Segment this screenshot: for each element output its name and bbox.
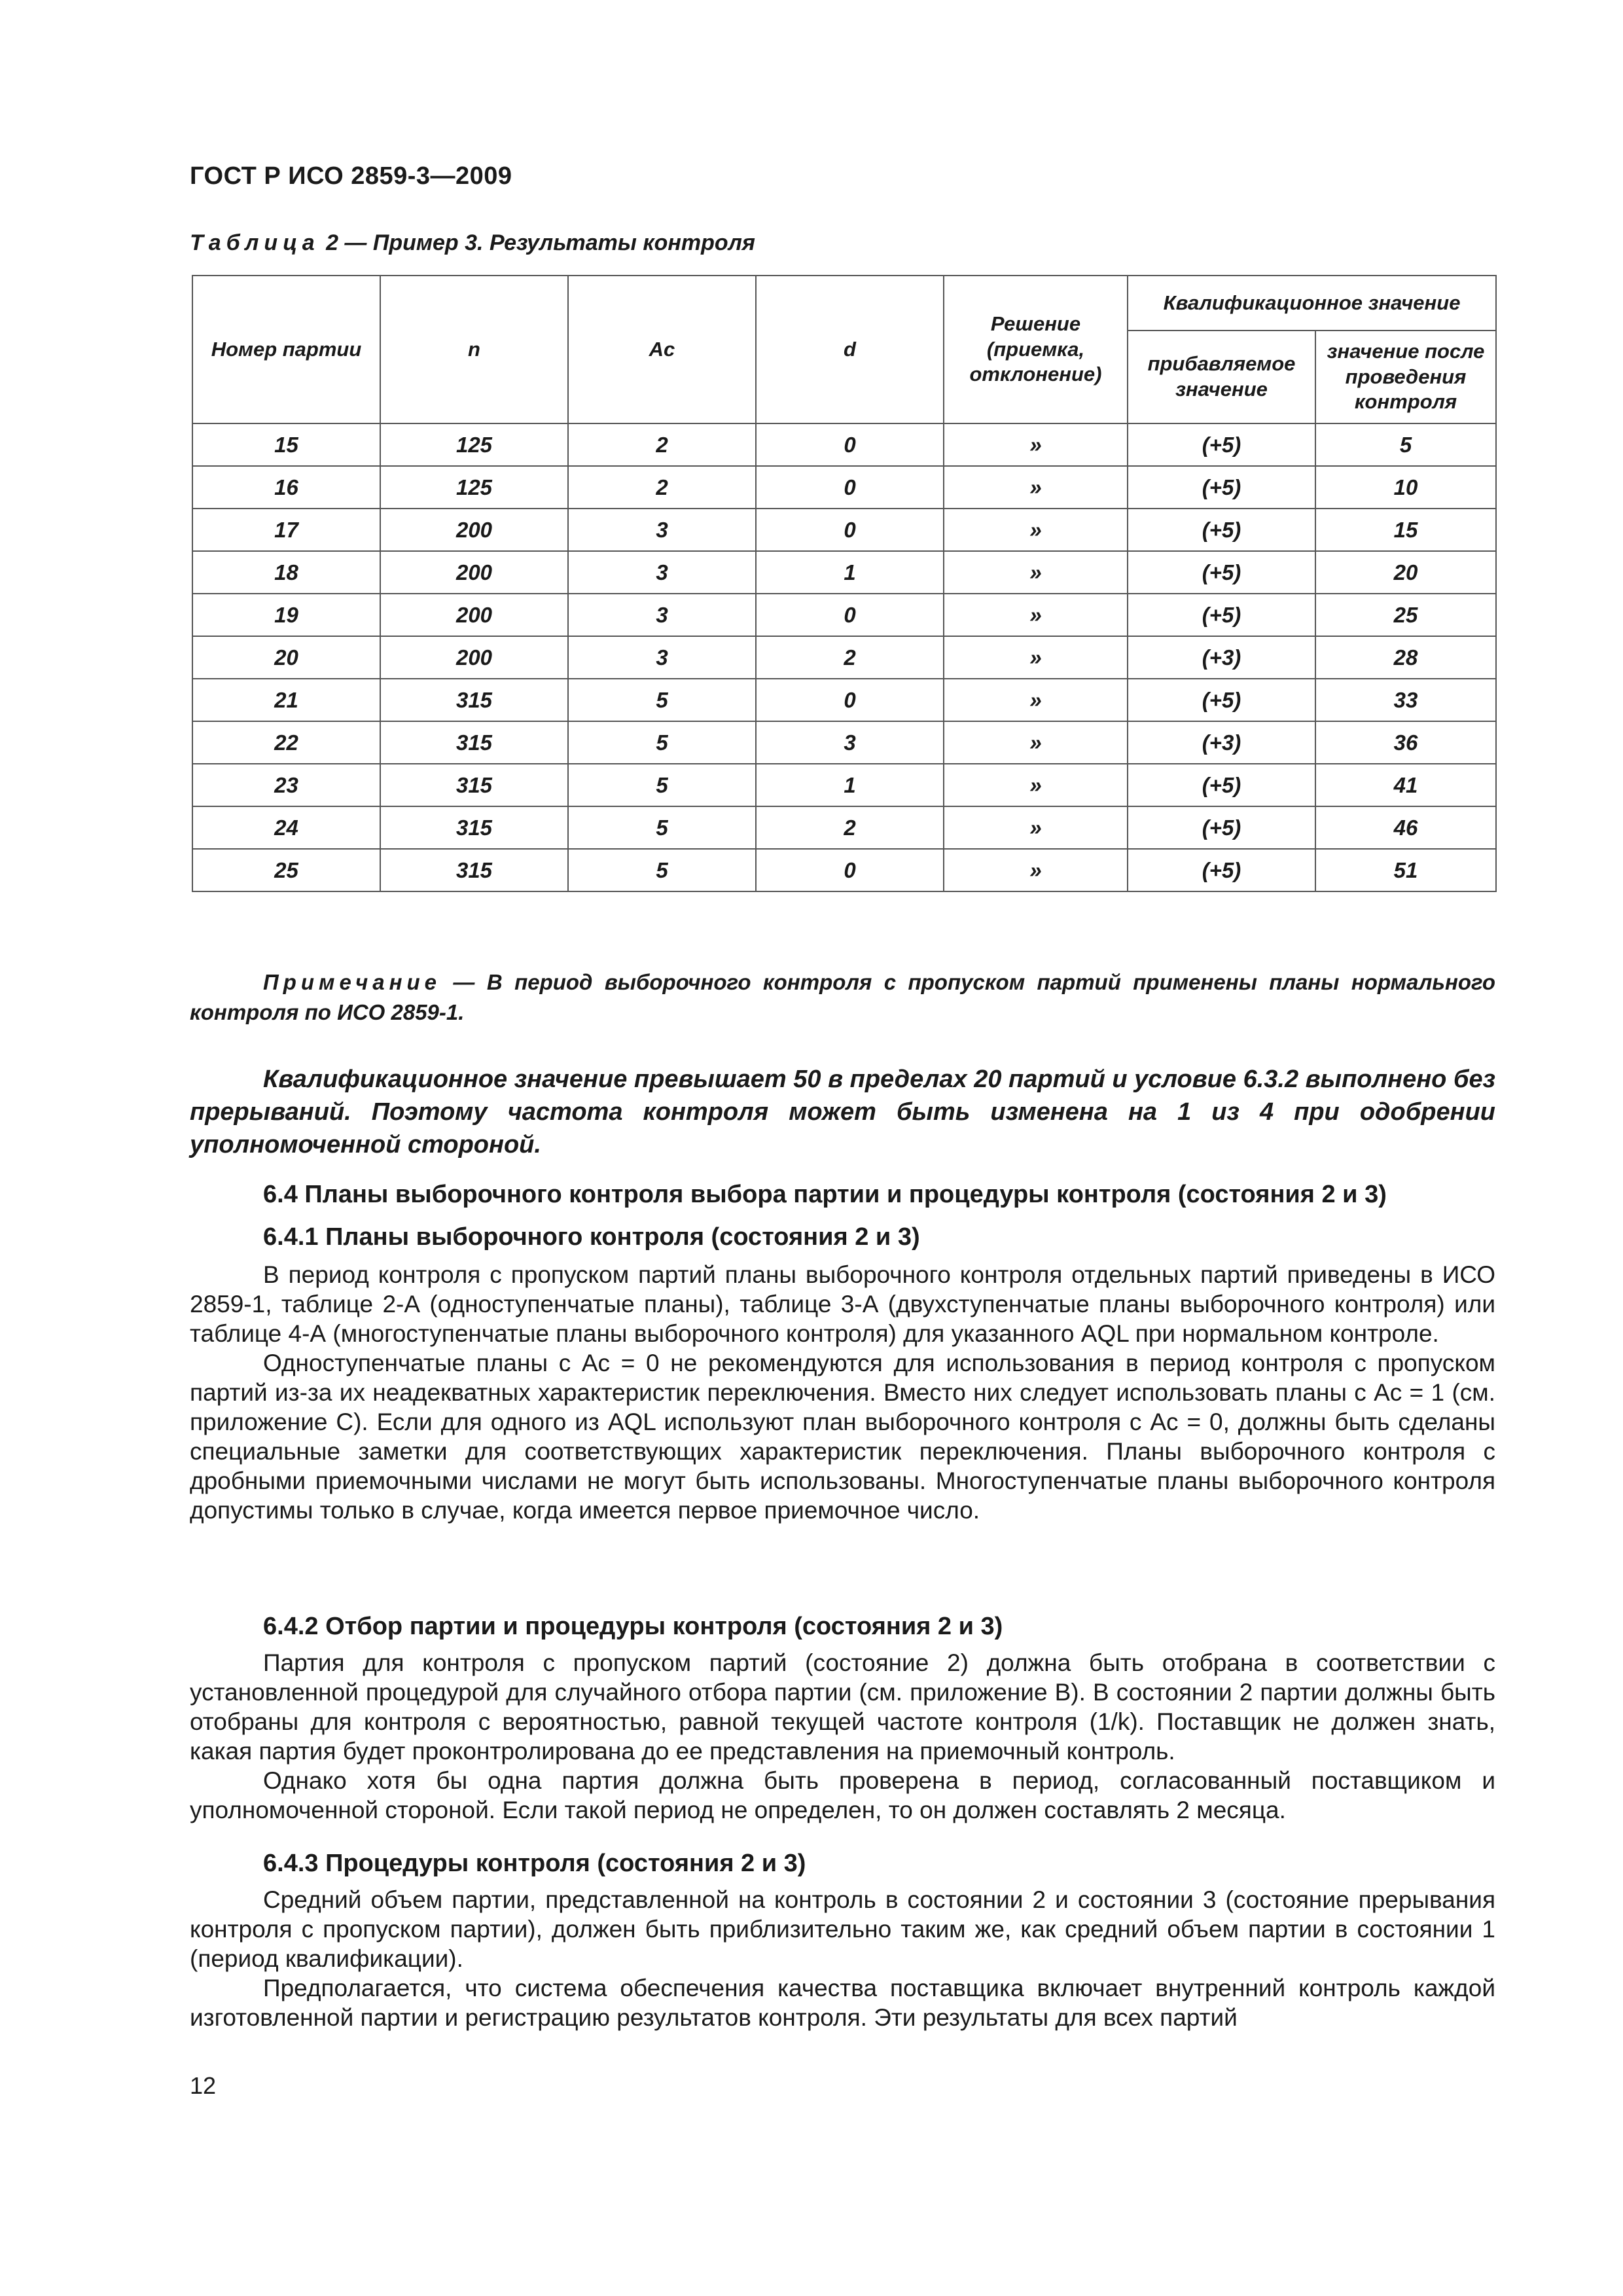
cell-d: 0 [756,466,944,509]
cell-d: 3 [756,721,944,764]
cell-decision: » [944,721,1128,764]
col-header-decision: Решение (приемка, отклонение) [944,276,1128,423]
cell-ac: 5 [568,806,756,849]
note-text: — В период выборочного контроля с пропуском партий применены планы нормального контроля по ИСО 2859-1. [190,970,1495,1024]
cell-decision: » [944,466,1128,509]
cell-n: 315 [380,849,568,891]
cell-decision: » [944,636,1128,679]
cell-n: 125 [380,423,568,466]
cell-added-value: (+5) [1128,806,1315,849]
cell-decision: » [944,679,1128,721]
cell-value-after: 28 [1315,636,1496,679]
cell-n: 315 [380,679,568,721]
table-row [192,551,1496,594]
cell-ac: 2 [568,466,756,509]
section-6-4-2 [190,1610,1495,1825]
cell-d: 1 [756,764,944,806]
cell-ac: 3 [568,594,756,636]
cell-d: 0 [756,423,944,466]
col-header-qualification-group: Квалификационное значение [1128,276,1496,331]
table-row [192,806,1496,849]
paragraph-6-4-1-2: Одноступенчатые планы с Ac = 0 не рекомендуются для использования в период контроля с пропуском партий из-за их неадекватных характеристик переключения. Вместо них следует использовать планы с Ac = 1 (см. приложение С). Если для одного из AQL используют план выборочного контроля с Ac = 0, должны быть сделаны специальные заметки для соответствующих характеристик переключения. Планы выборочного контроля с дробными приемочными числами не могут быть использованы. Многоступенчатые планы выборочного контроля допустимы только в случае, когда имеется первое приемочное число. [190,1350,1495,1524]
cell-lot-number: 16 [192,466,380,509]
cell-lot-number: 22 [192,721,380,764]
cell-d: 1 [756,551,944,594]
col-header-added-value: прибавляемое значение [1128,331,1315,423]
table-body [192,423,1496,891]
cell-decision: » [944,594,1128,636]
note-label: Примечание [263,970,442,994]
cell-added-value: (+5) [1128,849,1315,891]
table-row [192,721,1496,764]
section-heading-6-4-1: 6.4.1 Планы выборочного контроля (состояния 2 и 3) [263,1223,920,1251]
col-header-n: n [380,276,568,423]
section-6-4-1 [190,1221,1495,1525]
table-row [192,594,1496,636]
cell-added-value: (+5) [1128,551,1315,594]
cell-added-value: (+5) [1128,594,1315,636]
cell-added-value: (+5) [1128,509,1315,551]
cell-ac: 5 [568,764,756,806]
table-row [192,679,1496,721]
cell-lot-number: 25 [192,849,380,891]
cell-n: 200 [380,636,568,679]
table-row [192,423,1496,466]
table-caption-label: Таблица [190,230,320,255]
cell-ac: 5 [568,721,756,764]
cell-value-after: 46 [1315,806,1496,849]
cell-d: 0 [756,594,944,636]
table-row [192,466,1496,509]
cell-lot-number: 17 [192,509,380,551]
cell-value-after: 33 [1315,679,1496,721]
cell-n: 315 [380,806,568,849]
cell-added-value: (+5) [1128,466,1315,509]
table-note [190,967,1495,1028]
cell-decision: » [944,849,1128,891]
cell-n: 200 [380,551,568,594]
cell-value-after: 20 [1315,551,1496,594]
cell-added-value: (+5) [1128,679,1315,721]
table-row [192,636,1496,679]
cell-decision: » [944,509,1128,551]
cell-lot-number: 18 [192,551,380,594]
cell-d: 2 [756,806,944,849]
cell-d: 2 [756,636,944,679]
cell-lot-number: 15 [192,423,380,466]
cell-value-after: 10 [1315,466,1496,509]
col-header-lot-number: Номер партии [192,276,380,423]
cell-added-value: (+5) [1128,423,1315,466]
cell-added-value: (+3) [1128,721,1315,764]
cell-value-after: 25 [1315,594,1496,636]
cell-value-after: 5 [1315,423,1496,466]
paragraph-6-4-3-2: Предполагается, что система обеспечения качества поставщика включает внутренний контроль каждой изготовленной партии и регистрацию результатов контроля. Эти результаты для всех партий [190,1975,1495,2031]
cell-ac: 5 [568,849,756,891]
col-header-ac: Ac [568,276,756,423]
cell-ac: 2 [568,423,756,466]
cell-decision: » [944,423,1128,466]
cell-lot-number: 20 [192,636,380,679]
cell-lot-number: 19 [192,594,380,636]
results-table [192,275,1497,892]
document-header: ГОСТ Р ИСО 2859-3—2009 [190,162,512,190]
paragraph-6-4-3-1: Средний объем партии, представленной на контроль в состоянии 2 и состоянии 3 (состояние прерывания контроля с пропуском партии), должен быть приблизительно таким же, как средний объем партии в состоянии 1 (период квалификации). [190,1886,1495,1972]
cell-lot-number: 23 [192,764,380,806]
table-row [192,849,1496,891]
cell-value-after: 51 [1315,849,1496,891]
section-6-4 [190,1178,1495,1211]
page-number: 12 [190,2072,217,2099]
table-row [192,764,1496,806]
cell-n: 315 [380,721,568,764]
cell-n: 200 [380,509,568,551]
cell-ac: 5 [568,679,756,721]
cell-lot-number: 21 [192,679,380,721]
cell-n: 315 [380,764,568,806]
section-heading-6-4-3: 6.4.3 Процедуры контроля (состояния 2 и 3) [263,1850,806,1877]
cell-ac: 3 [568,509,756,551]
table-caption [190,230,755,256]
cell-value-after: 15 [1315,509,1496,551]
cell-n: 200 [380,594,568,636]
cell-n: 125 [380,466,568,509]
emphasis-paragraph: Квалификационное значение превышает 50 в пределах 20 партий и условие 6.3.2 выполнено без прерываний. Поэтому частота контроля может быть изменена на 1 из 4 при одобрении уполномоченной стороной. [190,1066,1495,1158]
col-header-value-after-control: значение после проведения контроля [1315,331,1496,423]
cell-added-value: (+3) [1128,636,1315,679]
table-row [192,509,1496,551]
cell-ac: 3 [568,636,756,679]
paragraph-6-4-1-1: В период контроля с пропуском партий планы выборочного контроля отдельных партий приведены в ИСО 2859-1, таблице 2-А (одноступенчатые планы), таблице 3-А (двухступенчатые планы выборочного контроля) или таблице 4-А (многоступенчатые планы выборочного контроля) для указанного AQL при нормальном контроле. [190,1261,1495,1347]
col-header-d: d [756,276,944,423]
cell-lot-number: 24 [192,806,380,849]
cell-decision: » [944,551,1128,594]
cell-d: 0 [756,679,944,721]
cell-value-after: 41 [1315,764,1496,806]
table-caption-text: 2 — Пример 3. Результаты контроля [326,230,755,255]
cell-decision: » [944,764,1128,806]
section-heading-6-4: 6.4 Планы выборочного контроля выбора партии и процедуры контроля (состояния 2 и 3) [263,1181,1387,1208]
cell-value-after: 36 [1315,721,1496,764]
cell-decision: » [944,806,1128,849]
paragraph-6-4-2-1: Партия для контроля с пропуском партий (состояние 2) должна быть отобрана в соответствии с установленной процедурой для случайного отбора партии (см. приложение В). В состоянии 2 партии должны быть отобраны для контроля с вероятностью, равной текущей частоте контроля (1/k). Поставщик не должен знать, какая партия будет проконтролирована до ее представления на приемочный контроль. [190,1649,1495,1765]
cell-ac: 3 [568,551,756,594]
section-6-4-3 [190,1847,1495,2032]
cell-d: 0 [756,509,944,551]
paragraph-6-4-2-2: Однако хотя бы одна партия должна быть проверена в период, согласованный поставщиком и уполномоченной стороной. Если такой период не определен, то он должен составлять 2 месяца. [190,1767,1495,1823]
section-heading-6-4-2: 6.4.2 Отбор партии и процедуры контроля (состояния 2 и 3) [263,1613,1003,1640]
cell-d: 0 [756,849,944,891]
cell-added-value: (+5) [1128,764,1315,806]
